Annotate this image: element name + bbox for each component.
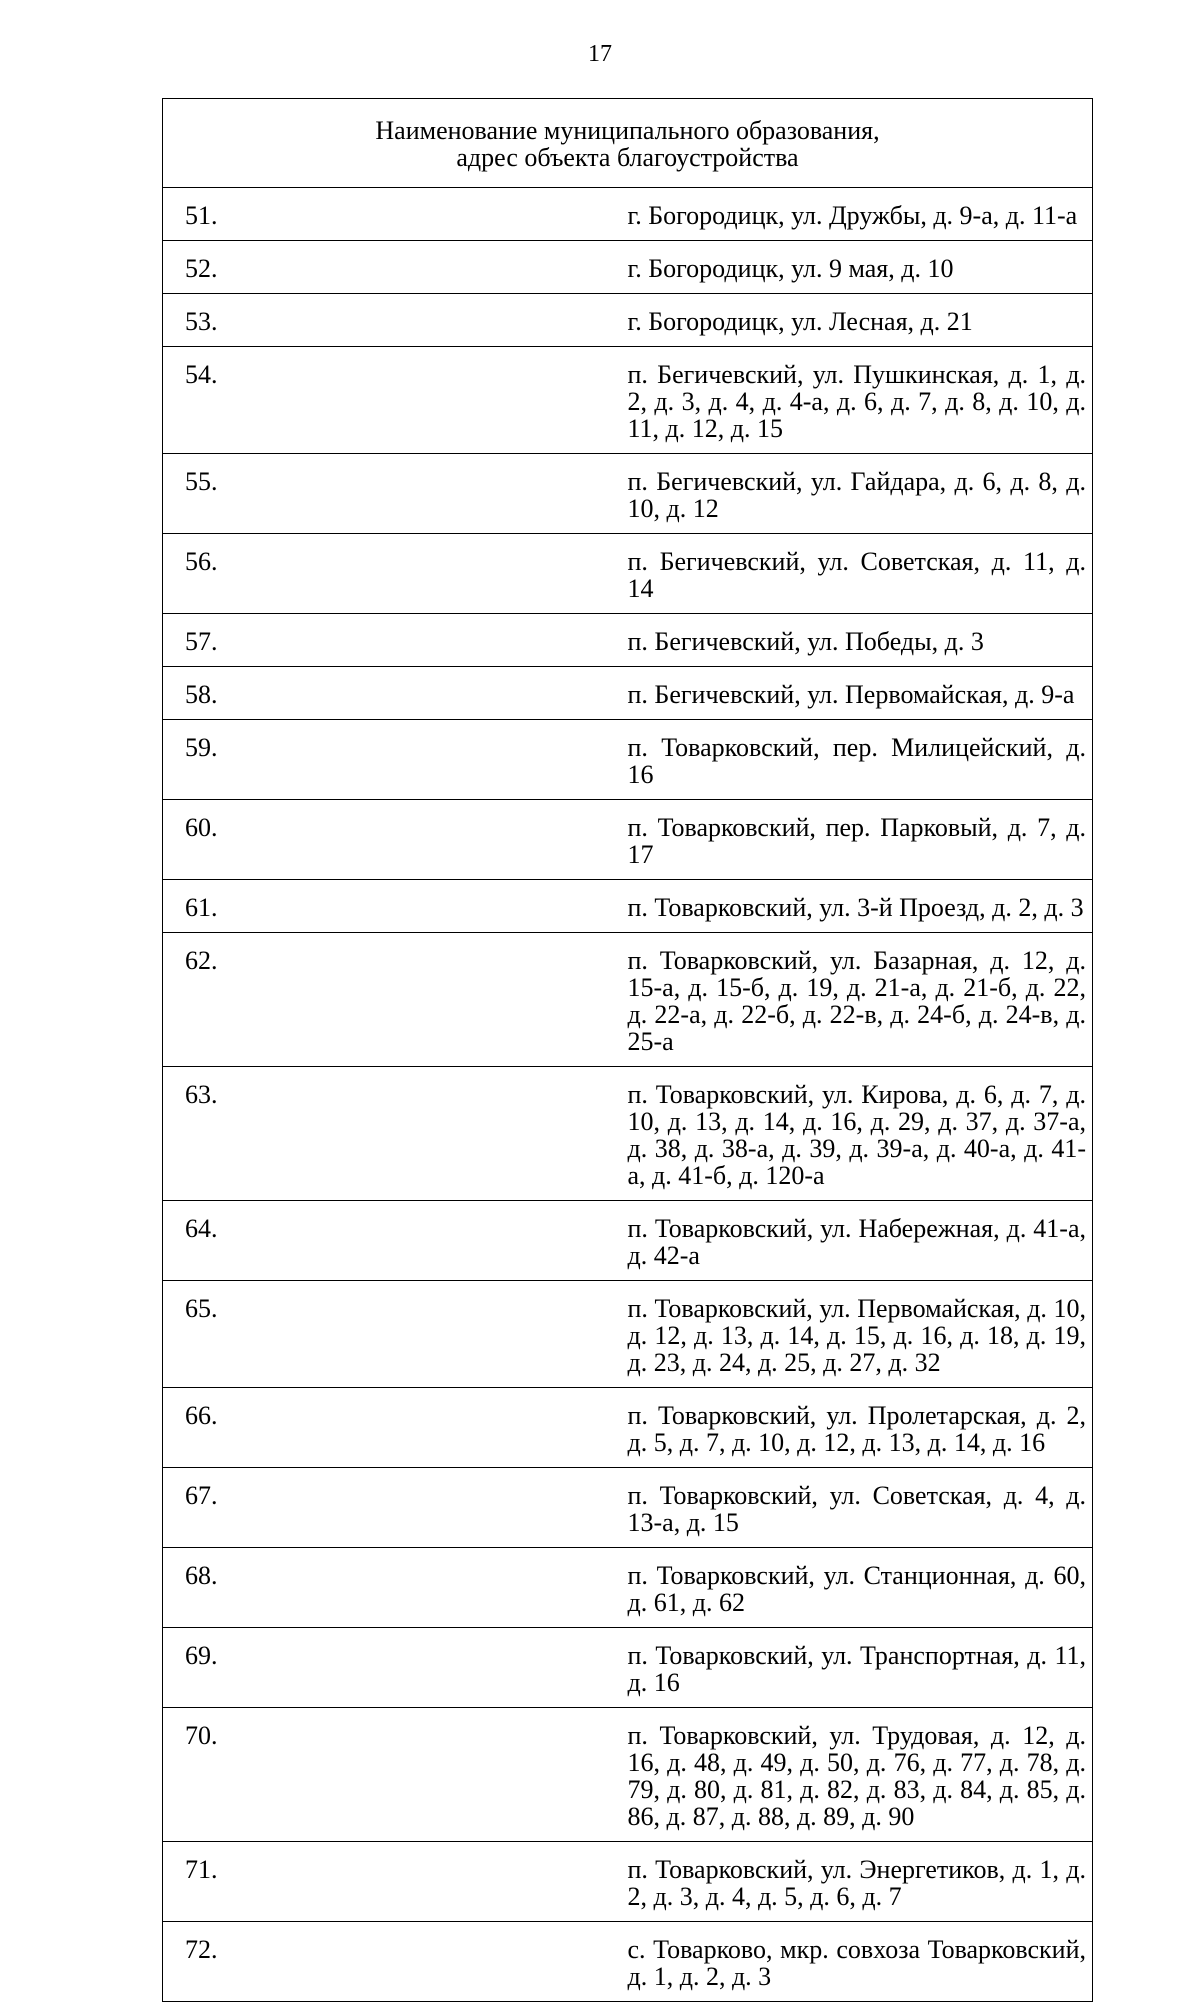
row-address: п. Товарковский, пер. Милицейский, д. 16 xyxy=(628,720,1093,800)
table-row xyxy=(163,454,1093,534)
table-row xyxy=(163,1708,1093,1842)
row-number: 56. xyxy=(163,534,628,614)
row-address: п. Товарковский, ул. Пролетарская, д. 2, д. 5, д. 7, д. 10, д. 12, д. 13, д. 14, д. 16 xyxy=(628,1388,1093,1468)
row-address: п. Товарковский, ул. 3-й Проезд, д. 2, д. 3 xyxy=(628,880,1093,933)
row-number: 52. xyxy=(163,241,628,294)
row-address: г. Богородицк, ул. 9 мая, д. 10 xyxy=(628,241,1093,294)
row-address: п. Товарковский, ул. Энергетиков, д. 1, д. 2, д. 3, д. 4, д. 5, д. 6, д. 7 xyxy=(628,1842,1093,1922)
row-number: 65. xyxy=(163,1281,628,1388)
row-number: 68. xyxy=(163,1548,628,1628)
table-row xyxy=(163,1468,1093,1548)
row-address: п. Товарковский, пер. Парковый, д. 7, д. 17 xyxy=(628,800,1093,880)
row-number: 72. xyxy=(163,1922,628,2002)
table-row xyxy=(163,1842,1093,1922)
table-row xyxy=(163,534,1093,614)
row-number: 63. xyxy=(163,1067,628,1201)
table-row xyxy=(163,1201,1093,1281)
row-address: п. Бегичевский, ул. Гайдара, д. 6, д. 8, д. 10, д. 12 xyxy=(628,454,1093,534)
table-row xyxy=(163,1281,1093,1388)
row-number: 64. xyxy=(163,1201,628,1281)
table-row xyxy=(163,667,1093,720)
table-row xyxy=(163,188,1093,241)
table-row xyxy=(163,720,1093,800)
table-row xyxy=(163,1922,1093,2002)
address-table-body xyxy=(163,99,1093,2002)
table-row xyxy=(163,294,1093,347)
table-header-cell xyxy=(163,99,1093,188)
row-number: 62. xyxy=(163,933,628,1067)
row-address: г. Богородицк, ул. Дружбы, д. 9-а, д. 11-а xyxy=(628,188,1093,241)
row-number: 60. xyxy=(163,800,628,880)
table-row xyxy=(163,933,1093,1067)
row-address: п. Товарковский, ул. Базарная, д. 12, д. 15-а, д. 15-б, д. 19, д. 21-а, д. 21-б, д. 22, д. 22-а, д. 22-б, д. 22-в, д. 24-б, д. 24-в, д. 25-а xyxy=(628,933,1093,1067)
row-number: 61. xyxy=(163,880,628,933)
row-address: п. Товарковский, ул. Набережная, д. 41-а, д. 42-а xyxy=(628,1201,1093,1281)
row-address: п. Товарковский, ул. Кирова, д. 6, д. 7, д. 10, д. 13, д. 14, д. 16, д. 29, д. 37, д. 37-а, д. 38, д. 38-а, д. 39, д. 39-а, д. 40-а, д. 41-а, д. 41-б, д. 120-а xyxy=(628,1067,1093,1201)
row-number: 59. xyxy=(163,720,628,800)
row-number: 54. xyxy=(163,347,628,454)
table-row xyxy=(163,347,1093,454)
table-header-row xyxy=(163,99,1093,188)
row-address: п. Товарковский, ул. Станционная, д. 60, д. 61, д. 62 xyxy=(628,1548,1093,1628)
row-address: п. Бегичевский, ул. Советская, д. 11, д. 14 xyxy=(628,534,1093,614)
row-address: п. Бегичевский, ул. Пушкинская, д. 1, д. 2, д. 3, д. 4, д. 4-а, д. 6, д. 7, д. 8, д. 10, д. 11, д. 12, д. 15 xyxy=(628,347,1093,454)
row-number: 55. xyxy=(163,454,628,534)
row-address: с. Товарково, мкр. совхоза Товарковский, д. 1, д. 2, д. 3 xyxy=(628,1922,1093,2002)
row-address: п. Товарковский, ул. Первомайская, д. 10, д. 12, д. 13, д. 14, д. 15, д. 16, д. 18, д. 19, д. 23, д. 24, д. 25, д. 27, д. 32 xyxy=(628,1281,1093,1388)
row-number: 67. xyxy=(163,1468,628,1548)
table-row xyxy=(163,800,1093,880)
table-row xyxy=(163,880,1093,933)
row-number: 58. xyxy=(163,667,628,720)
table-row xyxy=(163,241,1093,294)
row-number: 70. xyxy=(163,1708,628,1842)
row-number: 71. xyxy=(163,1842,628,1922)
row-number: 66. xyxy=(163,1388,628,1468)
row-number: 51. xyxy=(163,188,628,241)
row-address: п. Бегичевский, ул. Победы, д. 3 xyxy=(628,614,1093,667)
row-address: п. Товарковский, ул. Советская, д. 4, д. 13-а, д. 15 xyxy=(628,1468,1093,1548)
row-number: 53. xyxy=(163,294,628,347)
table-row xyxy=(163,1067,1093,1201)
row-address: п. Товарковский, ул. Транспортная, д. 11, д. 16 xyxy=(628,1628,1093,1708)
table-header-line-2: адрес объекта благоустройства xyxy=(456,143,799,172)
row-address: п. Бегичевский, ул. Первомайская, д. 9-а xyxy=(628,667,1093,720)
address-table xyxy=(162,98,1093,2002)
table-row xyxy=(163,1388,1093,1468)
row-number: 69. xyxy=(163,1628,628,1708)
row-address: п. Товарковский, ул. Трудовая, д. 12, д. 16, д. 48, д. 49, д. 50, д. 76, д. 77, д. 78, д. 79, д. 80, д. 81, д. 82, д. 83, д. 84, д. 85, д. 86, д. 87, д. 88, д. 89, д. 90 xyxy=(628,1708,1093,1842)
row-number: 57. xyxy=(163,614,628,667)
page-number: 17 xyxy=(588,41,612,67)
row-address: г. Богородицк, ул. Лесная, д. 21 xyxy=(628,294,1093,347)
table-header-line-1: Наименование муниципального образования, xyxy=(375,116,880,145)
table-row xyxy=(163,1548,1093,1628)
table-row xyxy=(163,614,1093,667)
